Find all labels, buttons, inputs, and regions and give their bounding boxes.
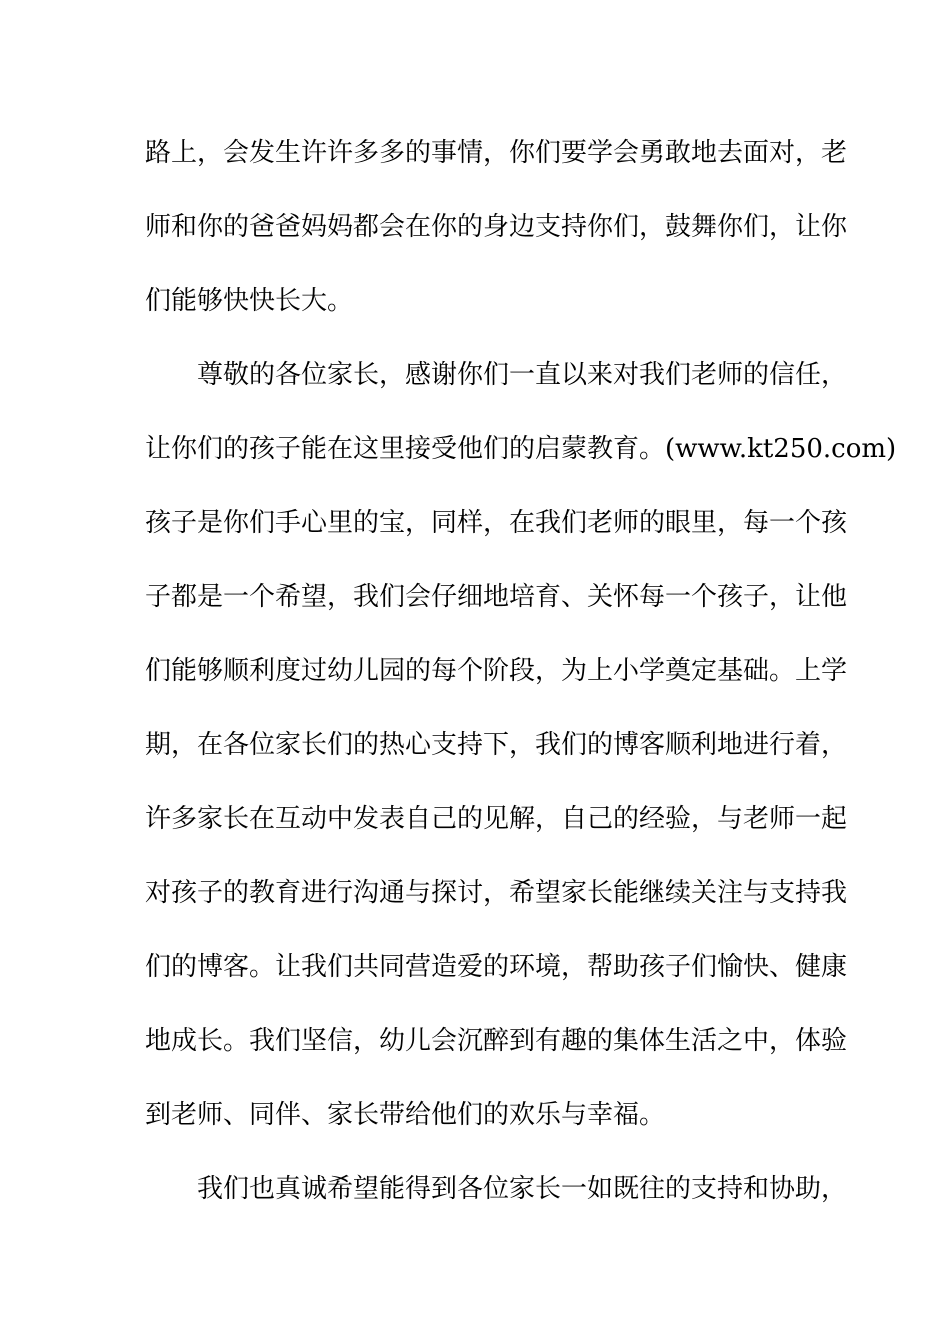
- text-line: 们的博客。让我们共同营造爱的环境，帮助孩子们愉快、健康: [145, 952, 848, 982]
- text-line: 让你们的孩子能在这里接受他们的启蒙教育。(www.kt250.com): [145, 434, 897, 464]
- text-line: 期，在各位家长们的热心支持下，我们的博客顺利地进行着，: [145, 730, 848, 760]
- text-line: 对孩子的教育进行沟通与探讨，希望家长能继续关注与支持我: [145, 878, 848, 908]
- text-line: 到老师、同伴、家长带给他们的欢乐与幸福。: [145, 1100, 666, 1130]
- paragraph-first-line: 我们也真诚希望能得到各位家长一如既往的支持和协助，: [197, 1174, 848, 1204]
- text-line: 许多家长在互动中发表自己的见解，自己的经验，与老师一起: [145, 804, 848, 834]
- document-body: [145, 116, 897, 1226]
- paragraph-first-line: 尊敬的各位家长，感谢你们一直以来对我们老师的信任，: [197, 360, 848, 390]
- text-line: 地成长。我们坚信，幼儿会沉醉到有趣的集体生活之中，体验: [145, 1026, 848, 1056]
- text-line: 们能够顺利度过幼儿园的每个阶段，为上小学奠定基础。上学: [145, 656, 848, 686]
- text-line: 师和你的爸爸妈妈都会在你的身边支持你们，鼓舞你们，让你: [145, 212, 848, 242]
- text-line: 子都是一个希望，我们会仔细地培育、关怀每一个孩子，让他: [145, 582, 848, 612]
- text-line: 孩子是你们手心里的宝，同样，在我们老师的眼里，每一个孩: [145, 508, 848, 538]
- text-line: 路上，会发生许许多多的事情，你们要学会勇敢地去面对，老: [145, 138, 848, 168]
- text-line: 们能够快快长大。: [145, 286, 354, 316]
